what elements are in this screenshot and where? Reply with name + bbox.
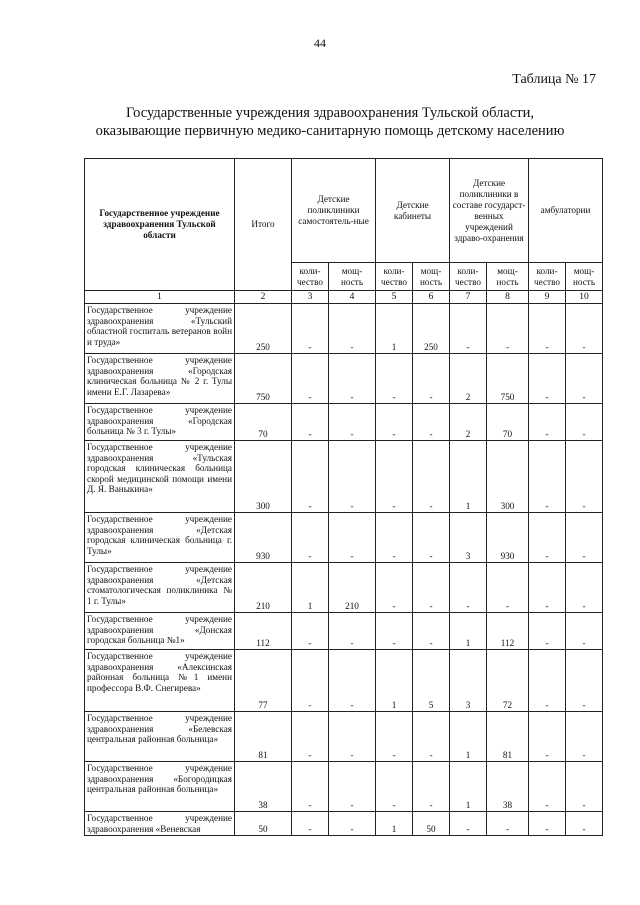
value-cell: - bbox=[529, 404, 566, 441]
header-sub-capacity: мощ-ность bbox=[487, 263, 529, 291]
value-cell: 1 bbox=[292, 563, 329, 613]
value-cell: - bbox=[529, 812, 566, 836]
value-cell: 38 bbox=[487, 762, 529, 812]
institution-name-cell: Государственное учреждение здравоохранения «Донская городская больница №1» bbox=[85, 613, 235, 650]
value-cell: - bbox=[487, 304, 529, 354]
value-cell: 300 bbox=[487, 441, 529, 513]
value-cell: - bbox=[566, 513, 603, 563]
value-cell: - bbox=[376, 513, 413, 563]
institution-name-cell: Государственное учреждение здравоохранения «Тульский областной госпиталь ветеранов войн и труда» bbox=[85, 304, 235, 354]
value-cell: 2 bbox=[450, 354, 487, 404]
value-cell: - bbox=[487, 563, 529, 613]
header-sub-capacity: мощ-ность bbox=[566, 263, 603, 291]
value-cell: - bbox=[529, 650, 566, 712]
value-cell: 1 bbox=[450, 441, 487, 513]
header-sub-capacity: мощ-ность bbox=[413, 263, 450, 291]
value-cell: 750 bbox=[235, 354, 292, 404]
table-row bbox=[85, 712, 603, 762]
header-sub-count: коли-чество bbox=[292, 263, 329, 291]
value-cell: 112 bbox=[235, 613, 292, 650]
value-cell: - bbox=[292, 304, 329, 354]
value-cell: 2 bbox=[450, 404, 487, 441]
table-label: Таблица № 17 bbox=[512, 72, 596, 87]
value-cell: 38 bbox=[235, 762, 292, 812]
value-cell: - bbox=[566, 812, 603, 836]
value-cell: 930 bbox=[235, 513, 292, 563]
column-number: 4 bbox=[329, 291, 376, 304]
value-cell: 81 bbox=[235, 712, 292, 762]
value-cell: - bbox=[292, 712, 329, 762]
value-cell: - bbox=[376, 354, 413, 404]
value-cell: 112 bbox=[487, 613, 529, 650]
value-cell: - bbox=[376, 441, 413, 513]
table-row bbox=[85, 304, 603, 354]
value-cell: - bbox=[566, 441, 603, 513]
institutions-table bbox=[84, 158, 603, 836]
value-cell: - bbox=[566, 354, 603, 404]
value-cell: 300 bbox=[235, 441, 292, 513]
value-cell: - bbox=[413, 441, 450, 513]
value-cell: - bbox=[566, 712, 603, 762]
column-number: 5 bbox=[376, 291, 413, 304]
value-cell: - bbox=[566, 563, 603, 613]
institution-name-cell: Государственное учреждение здравоохранения «Богородицкая центральная районная больница» bbox=[85, 762, 235, 812]
value-cell: - bbox=[376, 712, 413, 762]
value-cell: - bbox=[566, 762, 603, 812]
value-cell: - bbox=[413, 762, 450, 812]
value-cell: - bbox=[529, 762, 566, 812]
value-cell: - bbox=[292, 354, 329, 404]
value-cell: 50 bbox=[413, 812, 450, 836]
value-cell: 250 bbox=[413, 304, 450, 354]
table-row bbox=[85, 762, 603, 812]
value-cell: - bbox=[329, 712, 376, 762]
value-cell: 1 bbox=[376, 304, 413, 354]
table-row bbox=[85, 513, 603, 563]
value-cell: - bbox=[292, 613, 329, 650]
title-line-1: Государственные учреждения здравоохранения Тульской области, bbox=[126, 105, 534, 121]
value-cell: - bbox=[487, 812, 529, 836]
value-cell: - bbox=[529, 304, 566, 354]
column-number: 3 bbox=[292, 291, 329, 304]
value-cell: 210 bbox=[329, 563, 376, 613]
value-cell: 72 bbox=[487, 650, 529, 712]
column-number-row bbox=[85, 291, 603, 304]
header-group-in-composition: Детские поликлиники в составе государст-венных учреждений здраво-охранения bbox=[450, 159, 529, 263]
value-cell: 1 bbox=[450, 762, 487, 812]
value-cell: - bbox=[566, 613, 603, 650]
value-cell: - bbox=[376, 404, 413, 441]
header-sub-count: коли-чество bbox=[450, 263, 487, 291]
header-row-groups bbox=[85, 159, 603, 263]
value-cell: - bbox=[529, 441, 566, 513]
value-cell: - bbox=[329, 404, 376, 441]
column-number: 2 bbox=[235, 291, 292, 304]
institution-name-cell: Государственное учреждение здравоохранения «Детская городская клиническая больница г. Тулы» bbox=[85, 513, 235, 563]
value-cell: - bbox=[329, 441, 376, 513]
institution-name-cell: Государственное учреждение здравоохранения «Тульская городская клиническая больница скорой медицинской помощи имени Д. Я. Ваныкина» bbox=[85, 441, 235, 513]
column-number: 9 bbox=[529, 291, 566, 304]
value-cell: - bbox=[413, 712, 450, 762]
table-row bbox=[85, 812, 603, 836]
value-cell: - bbox=[450, 812, 487, 836]
institution-name-cell: Государственное учреждение здравоохранения «Веневская bbox=[85, 812, 235, 836]
value-cell: - bbox=[292, 812, 329, 836]
header-group-cabinets: Детские кабинеты bbox=[376, 159, 450, 263]
value-cell: - bbox=[566, 304, 603, 354]
value-cell: 1 bbox=[376, 812, 413, 836]
table-body bbox=[85, 159, 603, 836]
value-cell: - bbox=[329, 354, 376, 404]
value-cell: - bbox=[413, 354, 450, 404]
header-sub-count: коли-чество bbox=[376, 263, 413, 291]
table-row bbox=[85, 650, 603, 712]
value-cell: 210 bbox=[235, 563, 292, 613]
value-cell: - bbox=[292, 404, 329, 441]
value-cell: 3 bbox=[450, 650, 487, 712]
value-cell: - bbox=[413, 613, 450, 650]
value-cell: - bbox=[529, 712, 566, 762]
value-cell: - bbox=[376, 563, 413, 613]
value-cell: 1 bbox=[450, 613, 487, 650]
value-cell: - bbox=[329, 650, 376, 712]
value-cell: 930 bbox=[487, 513, 529, 563]
value-cell: - bbox=[529, 354, 566, 404]
value-cell: 70 bbox=[235, 404, 292, 441]
value-cell: - bbox=[376, 613, 413, 650]
column-number: 8 bbox=[487, 291, 529, 304]
table-row bbox=[85, 404, 603, 441]
value-cell: 50 bbox=[235, 812, 292, 836]
column-number: 1 bbox=[85, 291, 235, 304]
column-number: 10 bbox=[566, 291, 603, 304]
document-title bbox=[40, 104, 620, 140]
table-row bbox=[85, 441, 603, 513]
institution-name-cell: Государственное учреждение здравоохранения «Белевская центральная районная больница» bbox=[85, 712, 235, 762]
header-institution: Государственное учреждение здравоохранения Тульской области bbox=[85, 159, 235, 291]
value-cell: 77 bbox=[235, 650, 292, 712]
header-group-ambulatories: амбулатории bbox=[529, 159, 603, 263]
value-cell: - bbox=[329, 513, 376, 563]
institution-name-cell: Государственное учреждение здравоохранения «Городская клиническая больница № 2 г. Тулы имени Е.Г. Лазарева» bbox=[85, 354, 235, 404]
value-cell: 81 bbox=[487, 712, 529, 762]
value-cell: 1 bbox=[450, 712, 487, 762]
institution-name-cell: Государственное учреждение здравоохранения «Детская стоматологическая поликлиника № 1 г. Тулы» bbox=[85, 563, 235, 613]
table-row bbox=[85, 563, 603, 613]
value-cell: - bbox=[413, 513, 450, 563]
value-cell: 1 bbox=[376, 650, 413, 712]
value-cell: - bbox=[292, 650, 329, 712]
value-cell: - bbox=[329, 613, 376, 650]
value-cell: - bbox=[566, 650, 603, 712]
page-number: 44 bbox=[314, 36, 326, 50]
header-sub-count: коли-чество bbox=[529, 263, 566, 291]
value-cell: - bbox=[566, 404, 603, 441]
value-cell: - bbox=[450, 304, 487, 354]
value-cell: 5 bbox=[413, 650, 450, 712]
value-cell: - bbox=[529, 563, 566, 613]
table-row bbox=[85, 354, 603, 404]
institution-name-cell: Государственное учреждение здравоохранения «Городская больница № 3 г. Тулы» bbox=[85, 404, 235, 441]
value-cell: 3 bbox=[450, 513, 487, 563]
value-cell: - bbox=[450, 563, 487, 613]
value-cell: - bbox=[529, 513, 566, 563]
value-cell: - bbox=[413, 563, 450, 613]
value-cell: - bbox=[292, 513, 329, 563]
value-cell: 750 bbox=[487, 354, 529, 404]
value-cell: - bbox=[529, 613, 566, 650]
value-cell: - bbox=[413, 404, 450, 441]
value-cell: - bbox=[329, 812, 376, 836]
value-cell: 70 bbox=[487, 404, 529, 441]
header-group-independent: Детские поликлиники самостоятель-ные bbox=[292, 159, 376, 263]
value-cell: - bbox=[292, 762, 329, 812]
institution-name-cell: Государственное учреждение здравоохранения «Алексинская районная больница №1 имени профессора В.Ф. Снегирева» bbox=[85, 650, 235, 712]
column-number: 7 bbox=[450, 291, 487, 304]
header-sub-capacity: мощ-ность bbox=[329, 263, 376, 291]
table-row bbox=[85, 613, 603, 650]
value-cell: - bbox=[329, 304, 376, 354]
value-cell: - bbox=[376, 762, 413, 812]
header-total: Итого bbox=[235, 159, 292, 291]
value-cell: - bbox=[329, 762, 376, 812]
title-line-2: оказывающие первичную медико-санитарную помощь детскому населению bbox=[95, 123, 565, 139]
value-cell: - bbox=[292, 441, 329, 513]
value-cell: 250 bbox=[235, 304, 292, 354]
column-number: 6 bbox=[413, 291, 450, 304]
